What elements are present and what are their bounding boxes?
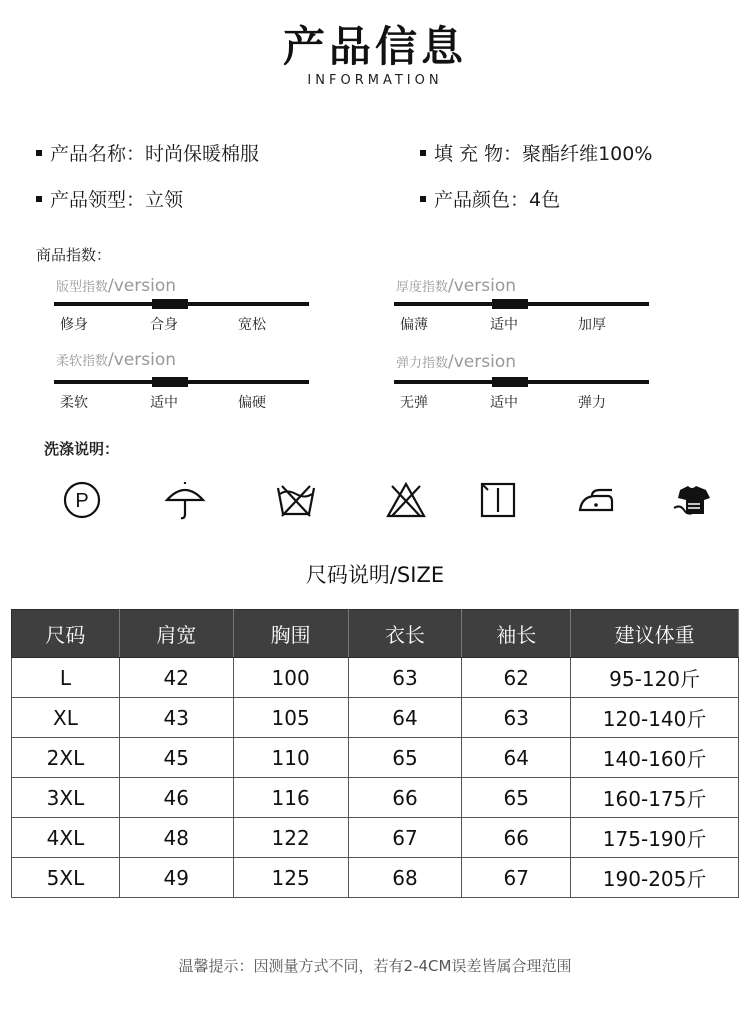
bullet-square-icon bbox=[36, 150, 42, 156]
table-cell: 65 bbox=[348, 738, 462, 778]
tshirt-icon bbox=[670, 478, 714, 522]
page-title: 产品信息 bbox=[282, 22, 467, 71]
table-cell: 64 bbox=[462, 738, 571, 778]
table-cell: 95-120斤 bbox=[571, 658, 739, 698]
table-cell: 66 bbox=[348, 778, 462, 818]
table-cell: 116 bbox=[233, 778, 348, 818]
table-cell: 122 bbox=[233, 818, 348, 858]
table-cell: 160-175斤 bbox=[571, 778, 739, 818]
no-bleach-icon bbox=[384, 478, 428, 522]
table-cell: 67 bbox=[348, 818, 462, 858]
size-title: 尺码说明/SIZE bbox=[305, 563, 445, 587]
table-cell: 63 bbox=[462, 698, 571, 738]
table-cell: 43 bbox=[119, 698, 233, 738]
table-cell: XL bbox=[12, 698, 120, 738]
scale-tick: 合身 bbox=[150, 317, 178, 333]
info-value: 聚酯纤维100% bbox=[522, 143, 653, 165]
iron-icon bbox=[574, 478, 618, 522]
table-cell: 42 bbox=[119, 658, 233, 698]
info-label: 产品颜色： bbox=[434, 189, 530, 211]
table-cell: 67 bbox=[462, 858, 571, 898]
scale-name-cn: 柔软指数 bbox=[56, 354, 109, 369]
size-table-header bbox=[12, 610, 739, 658]
page-subtitle: INFORMATION bbox=[307, 73, 443, 88]
header-cell: 胸围 bbox=[233, 610, 348, 658]
scale-knob bbox=[492, 377, 528, 387]
scale-softness bbox=[54, 350, 309, 414]
table-row bbox=[12, 858, 739, 898]
info-filling bbox=[420, 139, 652, 166]
scale-tick: 柔软 bbox=[60, 395, 88, 411]
scale-tick: 适中 bbox=[150, 395, 178, 411]
info-label: 产品名称： bbox=[50, 143, 146, 165]
bullet-square-icon bbox=[420, 196, 426, 202]
info-value: 4色 bbox=[529, 189, 561, 211]
scale-name-en: /version bbox=[108, 276, 177, 296]
table-cell: 120-140斤 bbox=[571, 698, 739, 738]
scale-knob bbox=[152, 299, 188, 309]
table-cell: 2XL bbox=[12, 738, 120, 778]
umbrella-icon bbox=[163, 478, 207, 522]
scale-tick: 适中 bbox=[490, 395, 518, 411]
index-title: 商品指数： bbox=[36, 246, 112, 264]
table-row bbox=[12, 818, 739, 858]
scale-name-en: /version bbox=[448, 352, 517, 372]
table-row bbox=[12, 658, 739, 698]
table-cell: 45 bbox=[119, 738, 233, 778]
info-label: 产品领型： bbox=[50, 189, 146, 211]
scale-elasticity bbox=[394, 352, 649, 416]
header-cell: 肩宽 bbox=[119, 610, 233, 658]
scale-name-en: /version bbox=[448, 276, 517, 296]
scale-knob bbox=[492, 299, 528, 309]
info-product-name bbox=[36, 139, 259, 166]
table-cell: 5XL bbox=[12, 858, 120, 898]
measurement-note: 温馨提示：因测量方式不同，若有2-4CM误差皆属合理范围 bbox=[178, 957, 572, 975]
scale-tick: 无弹 bbox=[400, 395, 428, 411]
header-cell: 建议体重 bbox=[571, 610, 739, 658]
bullet-square-icon bbox=[420, 150, 426, 156]
table-row bbox=[12, 738, 739, 778]
table-cell: 110 bbox=[233, 738, 348, 778]
table-cell: 64 bbox=[348, 698, 462, 738]
info-value: 立领 bbox=[145, 189, 184, 211]
dry-clean-letter: P bbox=[75, 490, 89, 512]
dry-clean-p-icon bbox=[60, 478, 104, 522]
wash-title: 洗涤说明： bbox=[44, 440, 120, 458]
scale-tick: 弹力 bbox=[578, 395, 606, 411]
table-cell: 175-190斤 bbox=[571, 818, 739, 858]
scale-fit bbox=[54, 276, 309, 340]
table-cell: 140-160斤 bbox=[571, 738, 739, 778]
table-cell: 48 bbox=[119, 818, 233, 858]
table-cell: 68 bbox=[348, 858, 462, 898]
table-row bbox=[12, 698, 739, 738]
scale-tick: 适中 bbox=[490, 317, 518, 333]
scale-name-cn: 版型指数 bbox=[56, 280, 109, 295]
table-cell: 63 bbox=[348, 658, 462, 698]
table-cell: 66 bbox=[462, 818, 571, 858]
bullet-square-icon bbox=[36, 196, 42, 202]
info-label: 填 充 物： bbox=[434, 143, 523, 165]
header-cell: 袖长 bbox=[462, 610, 571, 658]
scale-name-en: /version bbox=[108, 350, 177, 370]
info-color bbox=[420, 185, 560, 212]
scale-name bbox=[56, 276, 176, 296]
table-cell: 65 bbox=[462, 778, 571, 818]
table-cell: L bbox=[12, 658, 120, 698]
no-wash-icon bbox=[274, 478, 318, 522]
table-cell: 4XL bbox=[12, 818, 120, 858]
table-cell: 46 bbox=[119, 778, 233, 818]
scale-name-cn: 厚度指数 bbox=[396, 280, 449, 295]
scale-name-cn: 弹力指数 bbox=[396, 356, 449, 371]
table-row bbox=[12, 778, 739, 818]
scale-tick: 偏硬 bbox=[238, 395, 266, 411]
scale-knob bbox=[152, 377, 188, 387]
table-cell: 49 bbox=[119, 858, 233, 898]
scale-name bbox=[56, 350, 176, 370]
header-cell: 衣长 bbox=[348, 610, 462, 658]
table-cell: 190-205斤 bbox=[571, 858, 739, 898]
scale-tick: 宽松 bbox=[238, 317, 266, 333]
table-cell: 62 bbox=[462, 658, 571, 698]
drip-dry-icon bbox=[476, 478, 520, 522]
table-cell: 100 bbox=[233, 658, 348, 698]
table-cell: 3XL bbox=[12, 778, 120, 818]
size-table bbox=[11, 609, 739, 898]
scale-tick: 偏薄 bbox=[400, 317, 428, 333]
scale-name bbox=[396, 352, 516, 372]
scale-tick: 修身 bbox=[60, 317, 88, 333]
info-value: 时尚保暖棉服 bbox=[145, 143, 260, 165]
table-cell: 105 bbox=[233, 698, 348, 738]
scale-tick: 加厚 bbox=[578, 317, 606, 333]
scale-thickness bbox=[394, 276, 649, 340]
scale-name bbox=[396, 276, 516, 296]
info-collar bbox=[36, 185, 183, 212]
header-cell: 尺码 bbox=[12, 610, 120, 658]
table-cell: 125 bbox=[233, 858, 348, 898]
